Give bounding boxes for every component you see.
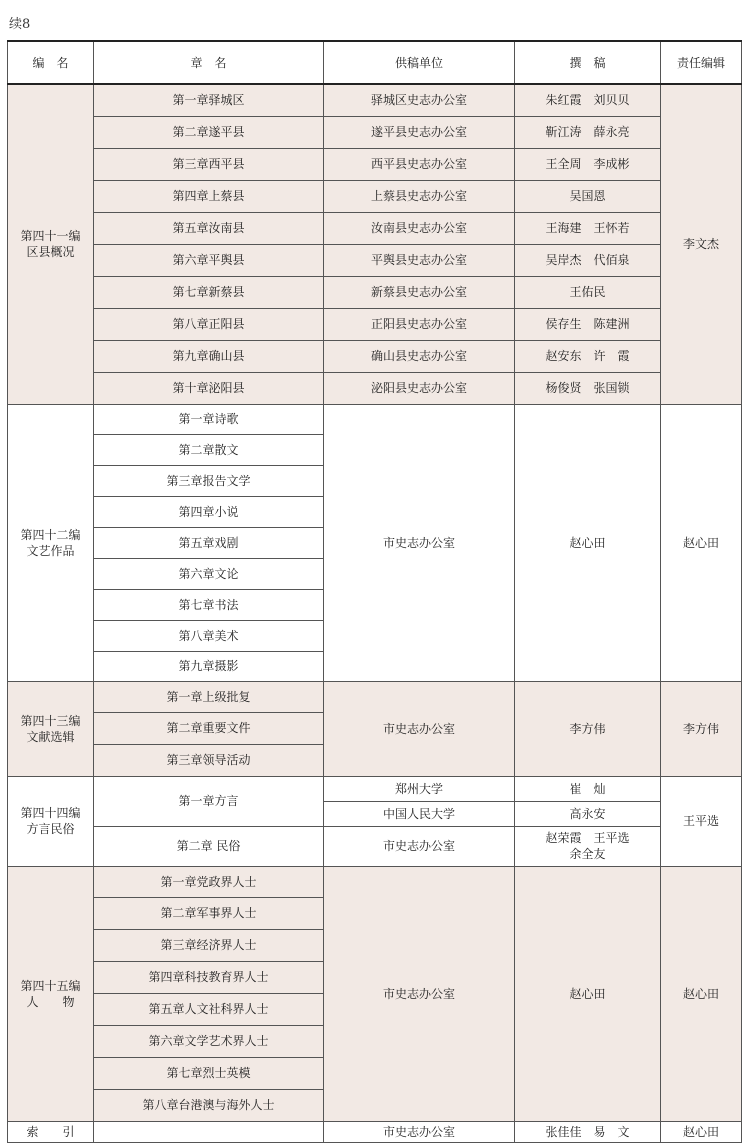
supplier-cell: 确山县史志办公室 [324,340,515,372]
volume-title-line1: 第四十五编 [20,978,81,993]
chapter-cell: 第五章汝南县 [94,212,324,244]
writer-cell: 张佳佳 易 文 [515,1121,661,1142]
writer-cell: 赵心田 [515,866,661,1121]
table-row [8,1121,742,1142]
writer-cell: 杨俊贤 张国锁 [515,372,661,404]
volume-title-line1: 第四十一编 [20,229,81,244]
volume-title-line2: 方言民俗 [26,822,75,836]
chapter-cell: 第八章美术 [94,620,324,651]
writer-cell: 王海建 王怀若 [515,212,661,244]
supplier-cell: 市史志办公室 [324,404,515,681]
editor-cell-45: 赵心田 [661,866,742,1121]
writer-cell: 吴岸杰 代佰泉 [515,244,661,276]
table-row [8,212,742,244]
chapter-cell: 第七章新蔡县 [94,276,324,308]
supplier-cell: 汝南县史志办公室 [324,212,515,244]
table-row [8,340,742,372]
chapter-cell: 第三章西平县 [94,148,324,180]
volume-title-line1: 第四十二编 [20,527,81,542]
volume-cell-41 [8,84,94,404]
writer-cell [515,826,661,866]
chapter-cell: 第五章人文社科界人士 [94,993,324,1025]
chapter-cell: 第一章驿城区 [94,84,324,116]
chapter-cell: 第三章经济界人士 [94,929,324,961]
header-chapter: 章 名 [94,41,324,84]
table-row [8,776,742,801]
header-row [8,41,742,84]
chapter-cell: 第七章烈士英模 [94,1057,324,1089]
supplier-cell: 市史志办公室 [324,681,515,776]
volume-title-line1: 第四十四编 [20,806,81,820]
header-editor: 责任编辑 [661,41,742,84]
writer-cell: 侯存生 陈建洲 [515,308,661,340]
chapter-cell: 第一章诗歌 [94,404,324,434]
writer-line1: 赵荣霞 王平选 [545,831,630,845]
table-row [8,372,742,404]
chapter-cell: 第二章遂平县 [94,116,324,148]
table-row [8,404,742,434]
continuation-label: 续8 [9,17,31,32]
chapter-cell: 第九章确山县 [94,340,324,372]
writer-cell: 赵心田 [515,404,661,681]
chapter-cell: 第二章 民俗 [94,826,324,866]
volume-title-line2: 区县概况 [26,245,75,260]
header-supplier: 供稿单位 [324,41,515,84]
volume-title-line2: 文艺作品 [26,543,75,558]
supplier-cell: 上蔡县史志办公室 [324,180,515,212]
supplier-cell: 市史志办公室 [324,866,515,1121]
table-row [8,276,742,308]
table-row [8,308,742,340]
supplier-cell: 市史志办公室 [324,826,515,866]
chapter-cell: 第二章散文 [94,434,324,465]
chapter-cell: 第二章重要文件 [94,712,324,744]
table-row [8,116,742,148]
editor-cell-44: 王平选 [661,776,742,866]
writer-cell: 王全周 李成彬 [515,148,661,180]
chapter-cell: 第六章文学艺术界人士 [94,1025,324,1057]
header-volume: 编 名 [8,41,94,84]
chapter-cell: 第四章上蔡县 [94,180,324,212]
volume-cell-44 [8,776,94,866]
volume-cell-43 [8,681,94,776]
table-row [8,681,742,712]
supplier-cell: 正阳县史志办公室 [324,308,515,340]
writer-cell: 赵安东 许 霞 [515,340,661,372]
volume-title-line2: 文献选辑 [26,729,75,744]
table-row [8,244,742,276]
supplier-cell: 驿城区史志办公室 [324,84,515,116]
chapter-cell: 第三章报告文学 [94,465,324,496]
chapter-cell: 第七章书法 [94,589,324,620]
index-title-cell: 索 引 [8,1121,94,1142]
supplier-cell: 平舆县史志办公室 [324,244,515,276]
chapter-cell: 第八章正阳县 [94,308,324,340]
editor-cell-43: 李方伟 [661,681,742,776]
chapter-cell: 第五章戏剧 [94,527,324,558]
supplier-cell: 中国人民大学 [324,801,515,826]
chapter-cell: 第八章台港澳与海外人士 [94,1089,324,1121]
chapter-cell: 第二章军事界人士 [94,897,324,929]
volume-title-line1: 第四十三编 [20,713,81,728]
chapter-cell: 第十章泌阳县 [94,372,324,404]
supplier-cell: 市史志办公室 [324,1121,515,1142]
writer-cell: 靳江涛 薛永亮 [515,116,661,148]
writer-cell: 高永安 [515,801,661,826]
writer-cell: 王佑民 [515,276,661,308]
chapter-cell: 第六章文论 [94,558,324,589]
editor-cell-41: 李文杰 [661,84,742,404]
writer-line2: 余全友 [569,847,606,861]
chapter-cell: 第三章领导活动 [94,744,324,776]
volume-cell-45 [8,866,94,1121]
writer-cell: 崔 灿 [515,776,661,801]
volume-cell-42 [8,404,94,681]
writer-cell: 吴国恩 [515,180,661,212]
compilation-table [7,40,742,1143]
table-row [8,84,742,116]
supplier-cell: 泌阳县史志办公室 [324,372,515,404]
volume-title-line2: 人 物 [26,994,75,1009]
supplier-cell: 西平县史志办公室 [324,148,515,180]
chapter-cell: 第四章科技教育界人士 [94,961,324,993]
table-row [8,826,742,866]
chapter-cell: 第四章小说 [94,496,324,527]
writer-cell: 朱红霞 刘贝贝 [515,84,661,116]
chapter-cell [94,1121,324,1142]
editor-cell-index: 赵心田 [661,1121,742,1142]
table-row [8,180,742,212]
table-row [8,866,742,897]
table-row [8,148,742,180]
supplier-cell: 遂平县史志办公室 [324,116,515,148]
chapter-cell: 第一章上级批复 [94,681,324,712]
header-writer: 撰 稿 [515,41,661,84]
supplier-cell: 郑州大学 [324,776,515,801]
chapter-cell: 第九章摄影 [94,651,324,681]
chapter-cell: 第一章党政界人士 [94,866,324,897]
supplier-cell: 新蔡县史志办公室 [324,276,515,308]
editor-cell-42: 赵心田 [661,404,742,681]
chapter-cell: 第一章方言 [94,776,324,826]
writer-cell: 李方伟 [515,681,661,776]
chapter-cell: 第六章平舆县 [94,244,324,276]
